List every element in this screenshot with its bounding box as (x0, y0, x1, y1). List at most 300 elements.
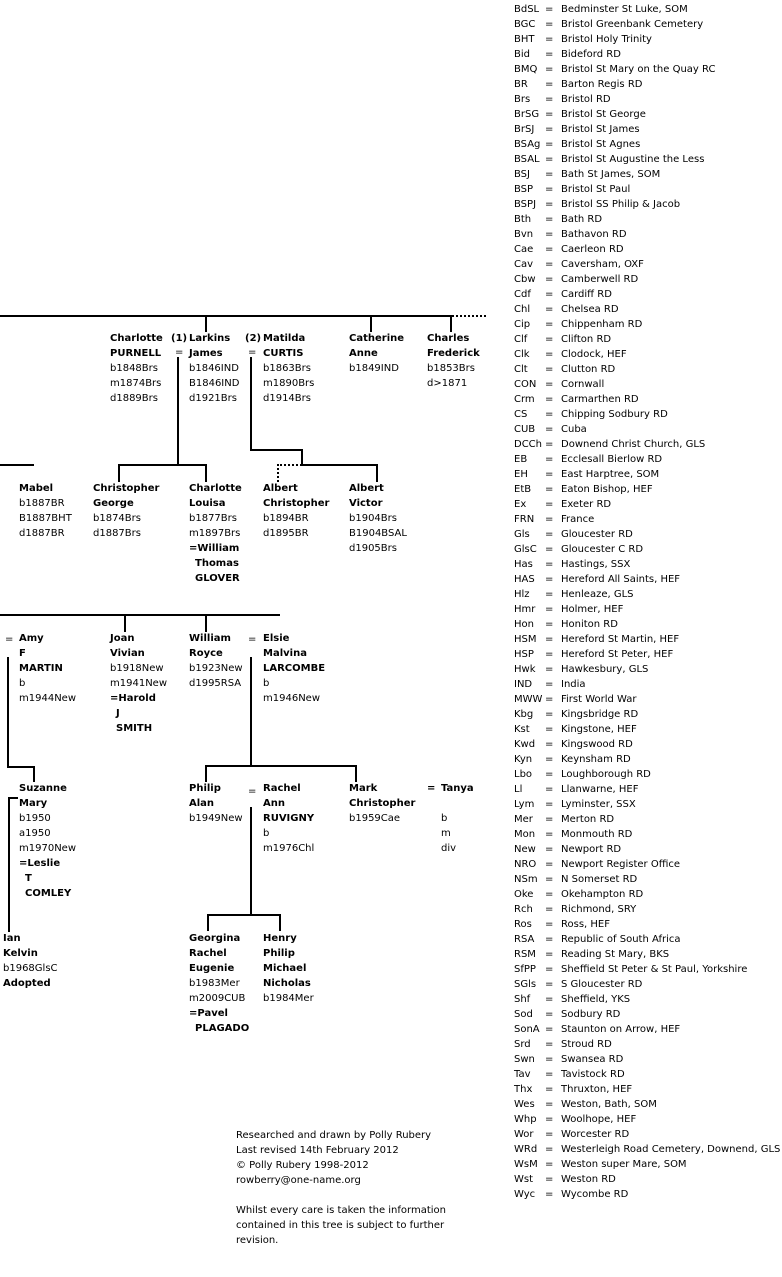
line-m6-child-b (279, 914, 281, 931)
credits-revised: Last revised 14th February 2012 (236, 1145, 399, 1156)
legend-equals: = (545, 664, 554, 675)
legend-code: CS (514, 409, 528, 420)
credits-copyright: © Polly Rubery 1998-2012 (236, 1160, 369, 1171)
legend-code: Cae (514, 244, 534, 255)
birth: b1848Brs (110, 363, 158, 374)
given-name: Charlotte (189, 483, 242, 494)
legend-code: Kyn (514, 754, 533, 765)
death: d1995RSA (189, 678, 242, 689)
middle-name: Philip (263, 948, 295, 959)
marriage: m1944New (19, 693, 77, 704)
legend-code: RSM (514, 949, 536, 960)
surname: RUVIGNY (263, 813, 315, 824)
surname: CURTIS (263, 348, 304, 359)
legend-code: IND (514, 679, 533, 690)
legend-code: BrSG (514, 109, 540, 120)
last-name: Nicholas (263, 978, 311, 989)
legend-code: Gls (514, 529, 530, 540)
legend-code: Wor (514, 1129, 534, 1140)
surname: Eugenie (189, 963, 235, 974)
legend-equals: = (545, 799, 554, 810)
birth: b1983Mer (189, 978, 240, 989)
legend-equals: = (545, 1084, 554, 1095)
legend-equals: = (545, 754, 554, 765)
legend-equals: = (545, 919, 554, 930)
legend-meaning: Sodbury RD (561, 1009, 621, 1020)
legend-equals: = (545, 694, 554, 705)
legend-equals: = (545, 964, 554, 975)
divorce: div (441, 843, 457, 854)
person-mabel (19, 481, 72, 541)
legend-code: NRO (514, 859, 537, 870)
legend-equals: = (545, 589, 554, 600)
legend-meaning: Cornwall (561, 379, 605, 390)
given-name: Joan (110, 633, 135, 644)
legend-meaning: Clutton RD (561, 364, 616, 375)
legend-code: RSA (514, 934, 535, 945)
legend-equals: = (545, 259, 554, 270)
death: d1895BR (263, 528, 309, 539)
legend-meaning: Cardiff RD (561, 289, 612, 300)
legend-equals: = (545, 409, 554, 420)
given-name: Charles (427, 333, 470, 344)
line-m1-child-a (118, 464, 120, 482)
legend-equals: = (545, 169, 554, 180)
line-m2-down (250, 357, 252, 450)
legend-equals: = (545, 559, 554, 570)
legend-meaning: Clodock, HEF (561, 349, 627, 360)
legend-code: Cav (514, 259, 534, 270)
person-matilda-curtis (263, 331, 314, 406)
legend-equals: = (545, 64, 554, 75)
legend-equals: = (545, 304, 554, 315)
line-gen3-drop-william (205, 614, 207, 632)
death: d1887BR (19, 528, 65, 539)
legend-equals: = (545, 1114, 554, 1125)
legend-code: BSJ (514, 169, 530, 180)
legend-meaning: Bristol St Paul (561, 184, 631, 195)
legend-code: EH (514, 469, 528, 480)
legend-meaning: Hereford St Martin, HEF (561, 634, 680, 645)
legend-code: WRd (514, 1144, 538, 1155)
legend-meaning: India (561, 679, 586, 690)
marriage-mark-2: = (248, 347, 257, 358)
baptism: B1904BSAL (349, 528, 407, 539)
surname: Frederick (427, 348, 480, 359)
birth: b1984Mer (263, 993, 314, 1004)
marker-first-marriage: (1) (171, 333, 188, 344)
birth: b1846IND (189, 363, 239, 374)
person-william-royce (189, 631, 243, 691)
legend-code: Clt (514, 364, 528, 375)
legend-code: Rch (514, 904, 533, 915)
legend-code: CON (514, 379, 537, 390)
legend-code: BSPJ (514, 199, 537, 210)
legend-meaning: Reading St Mary, BKS (561, 949, 670, 960)
legend-meaning: Republic of South Africa (561, 934, 681, 945)
surname: Royce (189, 648, 223, 659)
legend-equals: = (545, 4, 554, 15)
line-m1-children-bar (118, 464, 207, 466)
baptism: B1887BHT (19, 513, 72, 524)
marriage-mark-tanya: = (427, 783, 436, 794)
birth: b1950 (19, 813, 51, 824)
legend-code: BrSJ (514, 124, 535, 135)
line-m1-child-b (205, 464, 207, 482)
legend-meaning: S Gloucester RD (561, 979, 643, 990)
legend-equals: = (545, 1054, 554, 1065)
death: d1921Brs (189, 393, 237, 404)
birth: b1887BR (19, 498, 65, 509)
given-name: Charlotte (110, 333, 163, 344)
legend-equals: = (545, 844, 554, 855)
legend-code: Tav (514, 1069, 531, 1080)
legend-meaning: Bath RD (561, 214, 603, 225)
line-top-bar-dotted (452, 315, 486, 317)
line-m2-child-a-dotted (277, 464, 279, 482)
legend-meaning: Okehampton RD (561, 889, 644, 900)
legend-code: Clk (514, 349, 530, 360)
marriage: m1946New (263, 693, 321, 704)
death: d>1871 (427, 378, 468, 389)
legend-meaning: Weston RD (561, 1174, 616, 1185)
legend-equals: = (545, 544, 554, 555)
legend-code: WsM (514, 1159, 538, 1170)
birth: b (263, 828, 270, 839)
person-philip-alan (189, 781, 243, 826)
legend-meaning: Kingstone, HEF (561, 724, 637, 735)
legend-meaning: Stroud RD (561, 1039, 612, 1050)
death: d1889Brs (110, 393, 158, 404)
legend-equals: = (545, 334, 554, 345)
legend-code: Wst (514, 1174, 534, 1185)
line-m2-child-b (376, 464, 378, 482)
person-albert-christopher (263, 481, 329, 541)
legend-code: Thx (514, 1084, 533, 1095)
marriage-mark-1: = (175, 347, 184, 358)
spouse-given: =Leslie (19, 858, 61, 869)
legend-meaning: Newport Register Office (561, 859, 681, 870)
surname: James (189, 348, 223, 359)
legend-meaning: Caversham, OXF (561, 259, 644, 270)
legend-meaning: First World War (561, 694, 637, 705)
legend-code: BHT (514, 34, 535, 45)
legend-equals: = (545, 574, 554, 585)
legend-code: MWW (514, 694, 543, 705)
adoption: a1950 (19, 828, 51, 839)
legend-code: EB (514, 454, 528, 465)
legend-code: Lym (514, 799, 535, 810)
person-charlotte-purnell (110, 331, 163, 406)
line-top-bar (0, 315, 450, 317)
legend-meaning: Sheffield St Peter & St Paul, Yorkshire (561, 964, 748, 975)
legend-meaning: Henleaze, GLS (561, 589, 634, 600)
legend-equals: = (545, 349, 554, 360)
legend-equals: = (545, 109, 554, 120)
legend-meaning: Hawkesbury, GLS (561, 664, 649, 675)
person-rachel-ruvigny (263, 781, 314, 856)
legend-code: GlsC (514, 544, 537, 555)
legend-code: Kst (514, 724, 530, 735)
legend-code: Ll (514, 784, 523, 795)
legend-meaning: Worcester RD (561, 1129, 630, 1140)
middle-name: F (19, 648, 26, 659)
legend-code: HSP (514, 649, 534, 660)
marriage-mark-5: = (248, 786, 257, 797)
legend-equals: = (545, 19, 554, 30)
legend-code: CUB (514, 424, 536, 435)
legend-code: Brs (514, 94, 531, 105)
line-mabel (0, 464, 34, 466)
birth: b (263, 678, 270, 689)
legend-meaning: France (561, 514, 595, 525)
birth: b1863Brs (263, 363, 311, 374)
credits-disclaimer-2: contained in this tree is subject to further (236, 1220, 445, 1231)
person-suzanne-mary (19, 781, 76, 901)
credits-author: Researched and drawn by Polly Rubery (236, 1130, 432, 1141)
legend-code: Hwk (514, 664, 536, 675)
person-larkins-james (189, 331, 239, 406)
legend-code: Hlz (514, 589, 530, 600)
death: d1914Brs (263, 393, 311, 404)
legend-code: HAS (514, 574, 535, 585)
legend-code: Clf (514, 334, 528, 345)
spouse-surname: PLAGADO (195, 1023, 250, 1034)
legend-code: Wyc (514, 1189, 536, 1200)
legend-code: SfPP (514, 964, 536, 975)
spouse-middle: J (116, 708, 120, 719)
legend-code: New (514, 844, 536, 855)
legend-code: Whp (514, 1114, 537, 1125)
legend-meaning: Chippenham RD (561, 319, 643, 330)
credits-block (236, 1128, 446, 1248)
legend-code: Mon (514, 829, 536, 840)
legend-equals: = (545, 739, 554, 750)
legend-equals: = (545, 319, 554, 330)
marriage: m1941New (110, 678, 168, 689)
marriage: m1874Brs (110, 378, 162, 389)
baptism: B1846IND (189, 378, 240, 389)
legend-meaning: Bath St James, SOM (561, 169, 661, 180)
legend-equals: = (545, 859, 554, 870)
surname: Anne (349, 348, 378, 359)
legend-meaning: Hereford All Saints, HEF (561, 574, 681, 585)
legend-meaning: Thruxton, HEF (561, 1084, 633, 1095)
surname: MARTIN (19, 663, 63, 674)
given-name: Christopher (93, 483, 160, 494)
given-name: Rachel (263, 783, 301, 794)
legend-code: Bvn (514, 229, 534, 240)
legend-meaning: Bedminster St Luke, SOM (561, 4, 688, 15)
legend-code: BSAg (514, 139, 541, 150)
legend-equals: = (545, 124, 554, 135)
legend-meaning: Chipping Sodbury RD (561, 409, 668, 420)
legend-meaning: Bristol St Mary on the Quay RC (561, 64, 716, 75)
surname: PURNELL (110, 348, 162, 359)
legend-equals: = (545, 649, 554, 660)
legend-equals: = (545, 1189, 554, 1200)
given-name: William (189, 633, 231, 644)
legend-code: BSAL (514, 154, 540, 165)
legend-code: Cbw (514, 274, 536, 285)
marriage: m2009CUB (189, 993, 246, 1004)
legend-meaning: Honiton RD (561, 619, 618, 630)
spouse-surname: COMLEY (25, 888, 72, 899)
line-m4-down (250, 657, 252, 766)
line-gen3-drop-joan (124, 614, 126, 632)
legend-equals: = (545, 1039, 554, 1050)
legend-code: DCCh (514, 439, 543, 450)
marriage: m1970New (19, 843, 77, 854)
marriage-mark-3: = (5, 634, 14, 645)
birth: b (19, 678, 26, 689)
legend-equals: = (545, 784, 554, 795)
legend-equals: = (545, 34, 554, 45)
given-name: Tanya (441, 783, 474, 794)
legend-meaning: Monmouth RD (561, 829, 633, 840)
legend-equals: = (545, 364, 554, 375)
legend-equals: = (545, 424, 554, 435)
legend-code: Has (514, 559, 533, 570)
legend-equals: = (545, 394, 554, 405)
person-catherine-anne (349, 331, 404, 376)
legend-meaning: Exeter RD (561, 499, 612, 510)
legend-meaning: Tavistock RD (561, 1069, 625, 1080)
legend-meaning: Ross, HEF (561, 919, 610, 930)
legend-meaning: Hastings, SSX (561, 559, 631, 570)
legend-equals: = (545, 724, 554, 735)
legend-code: BdSL (514, 4, 540, 15)
legend-equals: = (545, 1129, 554, 1140)
person-christopher-george (93, 481, 159, 541)
legend-meaning: Bristol St Agnes (561, 139, 641, 150)
legend-meaning: Bristol SS Philip & Jacob (561, 199, 681, 210)
adopted-note: Adopted (3, 978, 51, 989)
legend-equals: = (545, 1144, 554, 1155)
legend-equals: = (545, 244, 554, 255)
birth: b1853Brs (427, 363, 475, 374)
legend-code: Wes (514, 1099, 535, 1110)
marker-second-marriage: (2) (245, 333, 262, 344)
line-m6-children-bar (207, 914, 281, 916)
legend-equals: = (545, 814, 554, 825)
line-m5-tick (8, 797, 18, 799)
legend-equals: = (545, 1174, 554, 1185)
legend-meaning: Kingsbridge RD (561, 709, 639, 720)
legend-equals: = (545, 184, 554, 195)
legend-meaning: Camberwell RD (561, 274, 639, 285)
legend-equals: = (545, 769, 554, 780)
legend-code: Kbg (514, 709, 534, 720)
marriage: m1897Brs (189, 528, 241, 539)
line-top-drop-catherine (370, 315, 372, 332)
legend-meaning: Llanwarne, HEF (561, 784, 639, 795)
legend-code: Sod (514, 1009, 533, 1020)
legend-equals: = (545, 469, 554, 480)
legend-meaning: Kingswood RD (561, 739, 633, 750)
surname: George (93, 498, 134, 509)
line-m2-children-dotted (277, 464, 302, 466)
legend-equals: = (545, 199, 554, 210)
legend-code: FRN (514, 514, 535, 525)
line-m3-across (7, 766, 35, 768)
legend-equals: = (545, 604, 554, 615)
birth: b1923New (189, 663, 243, 674)
legend-code: Lbo (514, 769, 533, 780)
death: d1905Brs (349, 543, 397, 554)
given-name: Suzanne (19, 783, 67, 794)
death: d1887Brs (93, 528, 141, 539)
legend-code: Crm (514, 394, 535, 405)
legend-equals: = (545, 454, 554, 465)
legend-meaning: Lyminster, SSX (561, 799, 636, 810)
given-name: Albert (263, 483, 298, 494)
legend-equals: = (545, 439, 554, 450)
legend-meaning: Staunton on Arrow, HEF (561, 1024, 681, 1035)
legend-equals: = (545, 874, 554, 885)
legend-code: Ros (514, 919, 532, 930)
legend-equals: = (545, 619, 554, 630)
legend-code: Srd (514, 1039, 531, 1050)
credits-disclaimer-1: Whilst every care is taken the information (236, 1205, 446, 1216)
legend-equals: = (545, 634, 554, 645)
legend-meaning: Chelsea RD (561, 304, 619, 315)
legend-meaning: Bristol Holy Trinity (561, 34, 652, 45)
legend-equals: = (545, 529, 554, 540)
legend-equals: = (545, 154, 554, 165)
middle-name: Malvina (263, 648, 307, 659)
given-name: Amy (19, 633, 44, 644)
line-m2-across (250, 449, 303, 451)
given-name: Elsie (263, 633, 290, 644)
line-m4-child-a (205, 765, 207, 782)
surname: Kelvin (3, 948, 38, 959)
line-m2-children-bar (302, 464, 378, 466)
legend-code: BGC (514, 19, 536, 30)
legend-meaning: Bathavon RD (561, 229, 627, 240)
given-name: Ian (3, 933, 21, 944)
legend-meaning: Westerleigh Road Cemetery, Downend, GLS (561, 1144, 781, 1155)
surname: LARCOMBE (263, 663, 326, 674)
legend-equals: = (545, 994, 554, 1005)
legend-meaning: Merton RD (561, 814, 615, 825)
birth: b1877Brs (189, 513, 237, 524)
marriage-mark-4: = (248, 634, 257, 645)
line-m3-drop (33, 766, 35, 782)
given-name: Larkins (189, 333, 231, 344)
legend-meaning: Bristol St Augustine the Less (561, 154, 705, 165)
birth: b1968GlsC (3, 963, 58, 974)
legend-code: Hmr (514, 604, 536, 615)
legend-meaning: Keynsham RD (561, 754, 631, 765)
legend-meaning: Swansea RD (561, 1054, 624, 1065)
person-albert-victor (349, 481, 407, 556)
legend-equals: = (545, 904, 554, 915)
legend-equals: = (545, 1159, 554, 1170)
line-m5-down (8, 797, 10, 932)
given-name: Catherine (349, 333, 405, 344)
marriage: m1976Chl (263, 843, 315, 854)
given-name: Albert (349, 483, 384, 494)
legend-code: BSP (514, 184, 534, 195)
surname: Vivian (110, 648, 145, 659)
legend-meaning: Carmarthen RD (561, 394, 639, 405)
legend-code: Bth (514, 214, 532, 225)
legend-meaning: Gloucester C RD (561, 544, 644, 555)
given-name: Philip (189, 783, 221, 794)
spouse-surname: GLOVER (195, 573, 240, 584)
legend-meaning: Bristol St George (561, 109, 646, 120)
